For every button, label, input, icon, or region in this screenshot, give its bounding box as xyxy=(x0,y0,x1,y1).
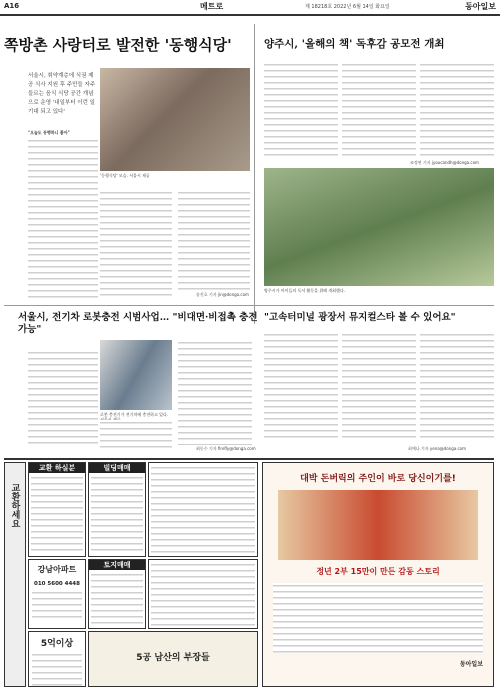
ad-gangnam-phone: 010 5600 4448 xyxy=(34,581,80,587)
right-photo-caption: 양주시가 아이들의 독서 활동을 위해 개최했다. xyxy=(264,288,346,293)
ad-big-image xyxy=(278,490,478,560)
right2-body-col2 xyxy=(342,332,416,442)
ad-land xyxy=(88,559,146,629)
ad-big xyxy=(262,462,494,687)
ad-land-body xyxy=(91,572,143,627)
right-headline: 양주시, '올해의 책' 독후감 공모전 개최 xyxy=(264,38,445,50)
ad-small-grid-body xyxy=(151,465,255,555)
ad-misc xyxy=(148,559,258,629)
ad-small-grid xyxy=(148,462,258,557)
main-headline: 쪽방촌 사랑터로 발전한 '동행식당' xyxy=(4,36,232,54)
mid-photo-caption: 로봇 충전기가 전기차에 충전하고 있다. xyxy=(100,412,169,417)
ad-gangnam-title: 강남아파트 xyxy=(37,565,77,574)
ad-500m-title: 5억이상 xyxy=(40,639,74,649)
right2-byline: 최예나 기자 yena@donga.com xyxy=(408,446,467,451)
ad-big-subtitle: 정년 2부 15만이 만든 감동 스토리 xyxy=(316,567,440,576)
right-body-col2 xyxy=(342,62,416,157)
ad-misc-body xyxy=(151,562,255,626)
ad-exchange-title: 교환하세요 xyxy=(9,483,20,528)
ad-land-title: 토지매매 xyxy=(89,560,145,570)
main-body-col2 xyxy=(100,190,172,298)
page-number: A16 xyxy=(4,2,20,10)
ad-building xyxy=(88,462,146,557)
main-subhead: "오늘도 동행하니 좋아" xyxy=(28,130,70,135)
right-body-col1 xyxy=(264,62,338,157)
ad-gangnam xyxy=(28,559,86,629)
column-divider xyxy=(254,24,255,324)
main-body-col3 xyxy=(178,190,250,290)
ad-book-5th-title: 5공 남산의 부장들 xyxy=(136,653,210,663)
right-body-col3 xyxy=(420,62,494,157)
ad-500m-body xyxy=(32,652,82,686)
ad-gangnam-body xyxy=(32,590,82,620)
main-intro: 서울시, 취약계층에 식권 제공 식사 지원 후 주민들 자주 들르는 음식 식당 공간 개념으로 운영 '내일부터 이런 일 기대 되고 있다' xyxy=(28,73,96,115)
ad-building-title: 빌딩매매 xyxy=(89,463,145,473)
ad-big-body xyxy=(273,583,483,653)
ad-big-logo: 동아일보 xyxy=(459,661,483,668)
ad-exchange-list xyxy=(28,462,86,557)
section-divider xyxy=(4,305,494,306)
main-byline: 송진호 기자 jin@donga.com xyxy=(196,292,249,297)
ad-exchange-list-title: 교환 하실분 xyxy=(29,463,85,473)
main-photo xyxy=(100,68,250,171)
right2-body-col3 xyxy=(420,332,494,442)
section-title: 메트로 xyxy=(200,2,224,11)
mid-byline: 최동수 기자 firefly@donga.com xyxy=(196,446,256,451)
mid-photo xyxy=(100,340,172,410)
right2-body-col1 xyxy=(264,332,338,442)
ad-building-body xyxy=(91,475,143,555)
mid-body-col3 xyxy=(178,340,252,445)
mid-headline: 서울시, 전기차 로봇충전 시범사업… "비대면·비접촉 충전 가능" xyxy=(18,312,258,335)
main-photo-caption: '동행식당' 모습. 서울시 제공 xyxy=(100,173,150,178)
ads-divider xyxy=(4,458,494,460)
mid-body-col1 xyxy=(28,350,98,445)
right2-headline: "고속터미널 광장서 뮤지컬스타 볼 수 있어요" xyxy=(264,312,456,323)
newspaper-logo: 동아일보 xyxy=(465,1,496,11)
right-byline: 조정연 기자 jyoucandh@donga.com xyxy=(410,160,479,165)
main-body-col1 xyxy=(28,138,98,298)
issue-info: 제 18218호 2022년 6월 14일 화요일 xyxy=(305,4,390,10)
ad-exchange xyxy=(4,462,26,687)
ad-big-title: 대박 돈버릭의 주인이 바로 당신이기를! xyxy=(300,474,456,484)
mid-body-col2 xyxy=(100,420,172,450)
ad-500m xyxy=(28,631,86,687)
ad-book-5th xyxy=(88,631,258,687)
right-photo xyxy=(264,168,494,286)
page-header xyxy=(0,0,500,16)
ad-exchange-list-body xyxy=(31,475,83,555)
